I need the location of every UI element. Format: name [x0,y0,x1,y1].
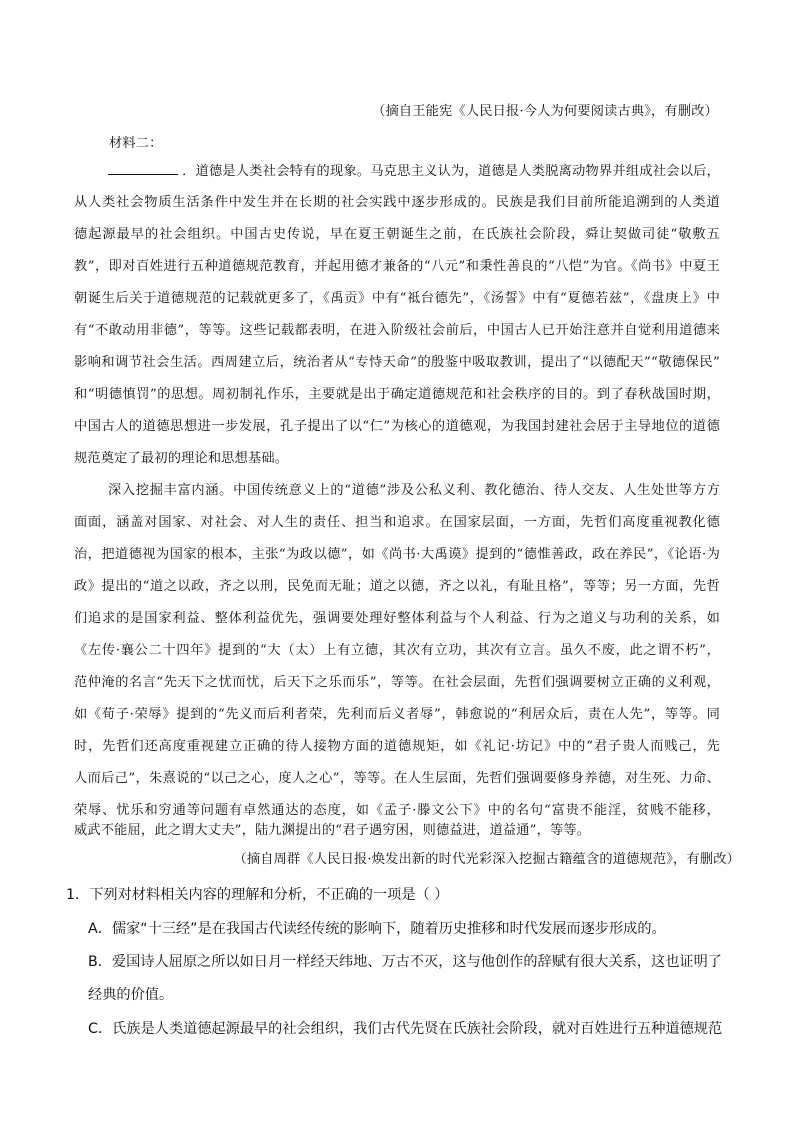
option-a-line: A．儒家“十三经”是在我国古代读经传统的影响下，随着历史推移和时代发展而逐步形成的。 [88,921,666,937]
option-b-line: 经典的价值。 [88,987,174,1003]
paragraph-line: 时，先哲们还高度重视建立正确的待人接物方面的道德规矩，如《礼记·坊记》中的“君子贵人而贱己，先 [74,739,720,754]
paragraph-line: 影响和调节社会生活。西周建立后，统治者从“专恃天命”的殷鉴中吸取教训，提出了“以德配天”“敬德保民” [74,355,720,370]
paragraph-line: 和“明德慎罚”的思想。周初制礼作乐，主要就是出于确定道德规范和社会秩序的目的。到了春秋战国时期， [74,387,720,402]
paragraph-line: 《左传·襄公二十四年》提到的“大（太）上有立德，其次有立功，其次有立言。虽久不废，此之谓不朽”， [74,643,720,658]
paragraph-line: 有“不敢动用非德”，等等。这些记载都表明，在进入阶级社会前后，中国古人已开始注意并自觉利用道德来 [74,323,720,338]
paragraph-line: 德起源最早的社会组织。中国古史传说，早在夏王朝诞生之前，在氏族社会阶段，舜让契做司徒“敬敷五 [74,227,720,242]
paragraph-line: 教”，即对百姓进行五种道德规范教育，并起用德才兼备的“八元”和秉性善良的“八恺”为官。《尚书》中夏王 [74,259,720,274]
paragraph-line: 政》提出的“道之以政，齐之以刑，民免而无耻；道之以德，齐之以礼，有耻且格”，等等；另一方面，先哲 [74,579,720,594]
paragraph-line: 从人类社会物质生活条件中发生并在长期的社会实践中逐步形成的。民族是我们目前所能追溯到的人类道 [74,195,720,210]
paragraph-line: 范仲淹的名言“先天下之忧而忧，后天下之乐而乐”，等等。在社会层面，先哲们强调要树立正确的义利观， [74,675,720,690]
paragraph-line: 威武不能屈，此之谓大丈夫”，陆九渊提出的“君子遇穷困，则德益进，道益通”，等等。 [74,823,591,838]
paragraph-line: 治，把道德视为国家的根本，主张“为政以德”，如《尚书·大禹谟》提到的“德惟善政，政在养民”，《论语·为 [74,547,720,562]
paragraph-line: 们追求的是国家利益、整体利益优先，强调要处理好整体利益与个人利益、行为之道义与功利的关系，如 [74,611,720,626]
fill-in-blank[interactable] [108,162,178,175]
source-citation-2: （摘自周群《人民日报·焕发出新的时代光彩深入挖掘古籍蕴含的道德规范》，有删改） [233,852,740,867]
paragraph-line: 规范奠定了最初的理论和思想基础。 [74,451,289,466]
paragraph-line: 朝诞生后关于道德规范的记载就更多了，《禹贡》中有“祗台德先”，《汤誓》中有“夏德若兹”，《盘庚上》中 [74,291,720,306]
paragraph-line: 深入挖掘丰富内涵。中国传统意义上的“道德”涉及公私义利、教化德治、待人交友、人生处世等方方 [108,483,720,498]
question-stem: 1．下列对材料相关内容的理解和分析，不正确的一项是（ ） [66,887,449,903]
option-b-line: B．爱国诗人屈原之所以如日月一样经天纬地、万古不灭，这与他创作的辞赋有很大关系，这也证明了 [88,954,722,970]
paragraph-line: 人而后己”，朱熹说的“以己之心，度人之心”，等等。在人生层面，先哲们强调要修身养德，对生死、力命、 [74,771,720,786]
paragraph-line: 如《荀子·荣辱》提到的“先义而后利者荣，先利而后义者辱”，韩愈说的“利居众后，责在人先”，等等。同 [74,707,720,722]
source-citation-1: （摘自王能宪《人民日报·今人为何要阅读古典》，有删改） [372,104,718,119]
option-c-line: C．氏族是人类道德起源最早的社会组织，我们古代先贤在氏族社会阶段，就对百姓进行五种道德规范 [88,1021,723,1037]
paragraph-line: ．道德是人类社会特有的现象。马克思主义认为，道德是人类脱离动物界并组成社会以后， [108,162,720,181]
paragraph-line: 面面，涵盖对国家、对社会、对人生的责任、担当和追求。在国家层面，一方面，先哲们高度重视教化德 [74,515,720,530]
material-2-heading: 材料二： [109,136,163,151]
paragraph-line: 中国古人的道德思想进一步发展，孔子提出了以“仁”为核心的道德观，为我国封建社会居于主导地位的道德 [74,419,720,434]
paragraph-line: 荣辱、忧乐和穷通等问题有卓然通达的态度，如《孟子·滕文公下》中的名句“富贵不能淫，贫贱不能移， [74,803,720,818]
